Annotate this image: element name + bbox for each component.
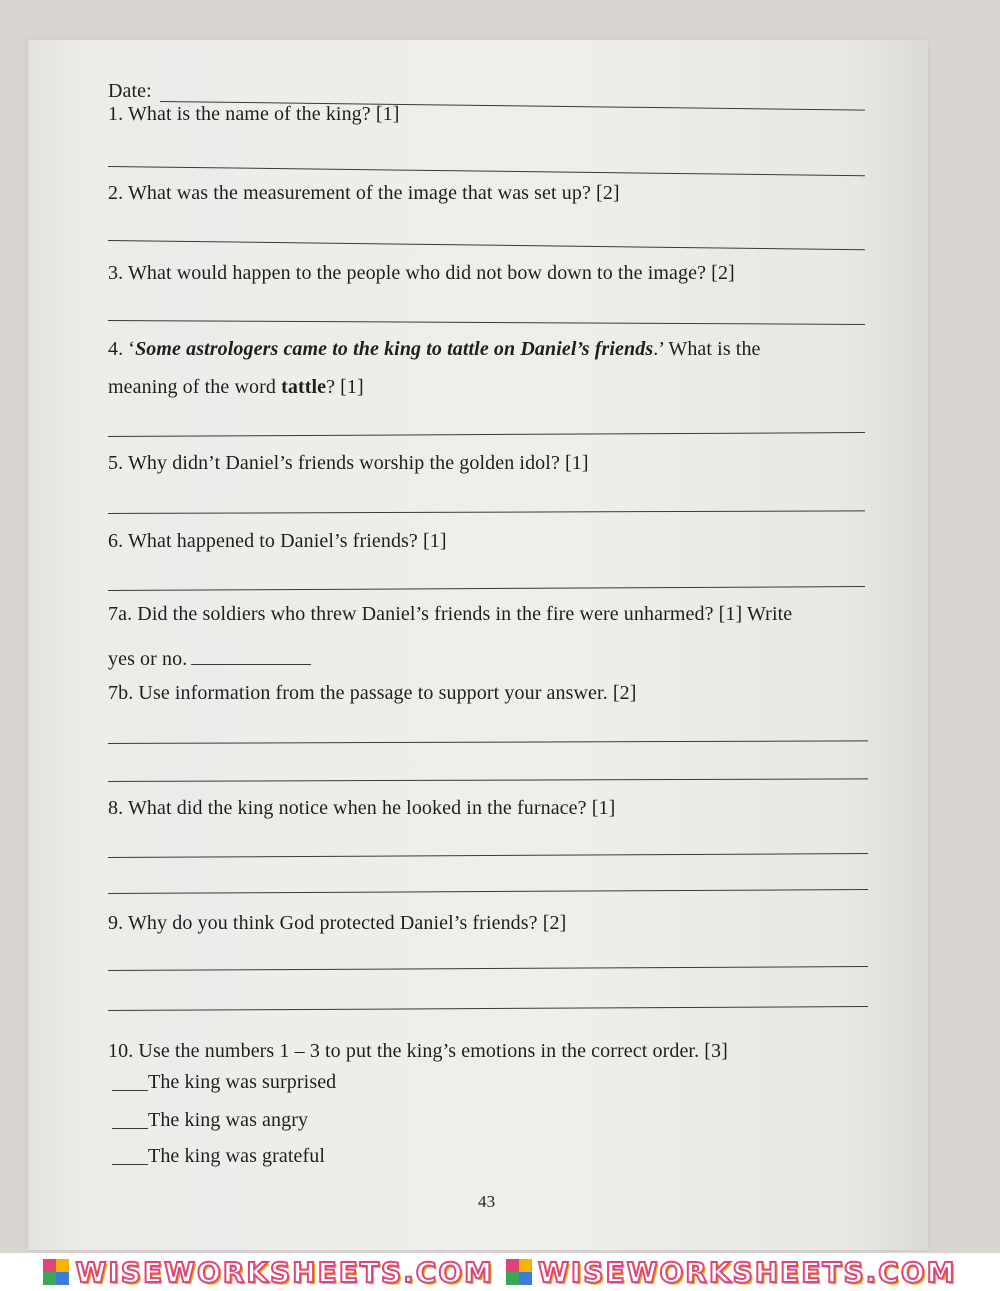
brand-mark (43, 1256, 494, 1289)
question-8: 8. What did the king notice when he looked in the furnace? [1] (108, 797, 616, 819)
question-5: 5. Why didn’t Daniel’s friends worship the golden idol? [1] (108, 452, 589, 474)
emotion-option-3: The king was grateful (148, 1145, 326, 1167)
question-1: 1. What is the name of the king? [1] (108, 103, 400, 125)
watermark-text: WISEWORKSHEETS.COM (75, 1255, 494, 1289)
vocab-word: tattle (281, 376, 327, 398)
brand-logo-icon (43, 1259, 69, 1285)
quoted-sentence: Some astrologers came to the king to tattle on Daniel’s friends (135, 338, 654, 360)
order-blank-3[interactable] (112, 1164, 148, 1165)
emotion-option-2: The king was angry (148, 1109, 309, 1131)
question-7a-line-2: yes or no. (108, 648, 311, 671)
question-6: 6. What happened to Daniel’s friends? [1] (108, 530, 447, 552)
emotion-option-1: The king was surprised (148, 1071, 337, 1093)
order-blank-2[interactable] (112, 1128, 148, 1129)
worksheet-page (28, 40, 928, 1250)
brand-logo-icon (506, 1259, 532, 1285)
watermark-footer (0, 1253, 1000, 1291)
question-7b: 7b. Use information from the passage to support your answer. [2] (108, 682, 637, 704)
question-2: 2. What was the measurement of the image that was set up? [2] (108, 182, 620, 204)
brand-mark-repeat (506, 1256, 957, 1289)
yes-no-answer-blank[interactable] (191, 650, 311, 665)
question-10: 10. Use the numbers 1 – 3 to put the king’s emotions in the correct order. [3] (108, 1040, 728, 1062)
order-blank-1[interactable] (112, 1090, 148, 1091)
question-4-line-2: meaning of the word tattle? [1] (108, 376, 364, 398)
question-7a: 7a. Did the soldiers who threw Daniel’s friends in the fire were unharmed? [1] Write (108, 603, 793, 625)
date-label: Date: (108, 80, 152, 102)
question-3: 3. What would happen to the people who did not bow down to the image? [2] (108, 262, 735, 284)
watermark-text-repeat: WISEWORKSHEETS.COM (538, 1255, 957, 1289)
question-9: 9. Why do you think God protected Daniel’s friends? [2] (108, 912, 567, 934)
page-number: 43 (478, 1192, 496, 1211)
question-4: 4. ‘Some astrologers came to the king to tattle on Daniel’s friends.’ What is the (108, 338, 761, 360)
